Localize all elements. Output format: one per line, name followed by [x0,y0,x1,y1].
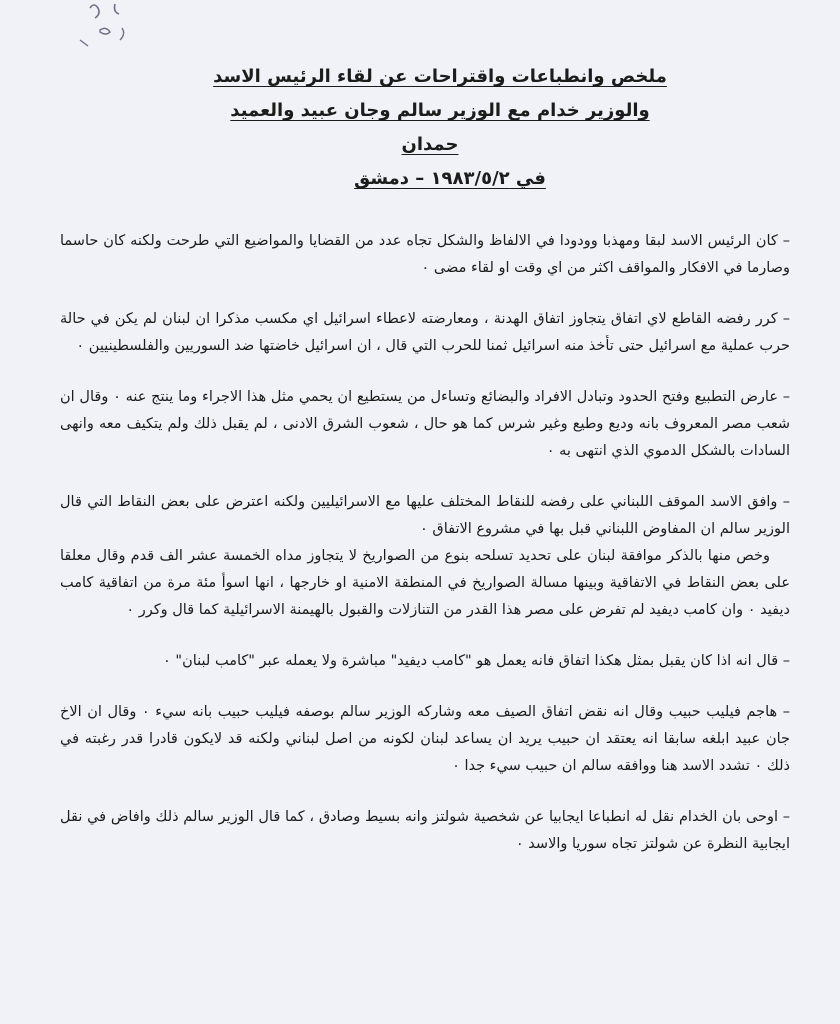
paragraph-2: – كرر رفضه القاطع لاي اتفاق يتجاوز اتفاق الهدنة ، ومعارضته لاعطاء اسرائيل اي مكسب مذكرا ان لبنان لم يكن في حالة حرب عملية مع اسرائيل حتى تأخذ منه اسرائيل ثمنا للحرب التي قال ، ان اسرائيل خاضتها ضد السوريين والفلسطينيين ٠ [60,311,790,354]
document-header [60,60,780,196]
paragraph-4: – وافق الاسد الموقف اللبناني على رفضه للنقاط المختلف عليها مع الاسرائيليين ولكنه اعترض على بعض النقاط التي قال الوزير سالم ان المفاوض اللبناني قبل بها في مشروع الاتفاق ٠ [60,494,790,537]
paragraph-6: – قال انه اذا كان يقبل بمثل هكذا اتفاق فانه يعمل هو "كامب ديفيد" مباشرة ولا يعمله عبر "كامب لبنان" ٠ [163,653,790,669]
title-line-3: حمدان [401,134,459,155]
title-line-2: والوزير خدام مع الوزير سالم وجان عبيد والعميد [230,100,650,121]
paragraph-3: – عارض التطبيع وفتح الحدود وتبادل الافراد والبضائع وتساءل من يستطيع ان يحمي مثل هذا الاجراء وما ينتج عنه ٠ وقال ان شعب مصر المعروف بانه وديع وطيع وغير شرس كما هو حال ، شعوب الشرق الادنى ، لم يقبل ذلك ولم يتكيف معه وانهى السادات بالشكل الدموي الذي انتهى به ٠ [60,389,790,459]
handwritten-mark [60,0,150,60]
paragraph-8: – اوحى بان الخدام نقل له انطباعا ايجابيا عن شخصية شولتز وانه بسيط وصادق ، كما قال الوزير سالم ذلك وافاض في نقل ايجابية النظرة عن شولتز تجاه سوريا والاسد ٠ [60,809,790,852]
paragraph-7: – هاجم فيليب حبيب وقال انه نقض اتفاق الصيف معه وشاركه الوزير سالم بوصفه فيليب حبيب بانه سيء ٠ وقال ان الاخ جان عبيد ابلغه سابقا انه يعتقد ان حبيب يريد ان يساعد لبنان لكونه من اصل لبناني ولكنه قد لايكون قادرا قدر رغبته في ذلك ٠ تشدد الاسد هنا ووافقه سالم ان حبيب سيء جدا ٠ [60,704,790,774]
paragraph-5: وخص منها بالذكر موافقة لبنان على تحديد تسلحه بنوع من الصواريخ لا يتجاوز مداه الخمسة عشر الف قدم وقال معلقا على بعض النقاط في الاتفاقية وبينها مسالة الصواريخ في المنطقة الامنية او خارجها ، انها اسوأ مئة مرة من اتفاقية كامب ديفيد ٠ وان كامب ديفيد لم تفرض على مصر هذا القدر من التنازلات والقبول بالهيمنة الاسرائيلية كما قال وكرر ٠ [60,548,790,618]
document-body [60,228,790,882]
paragraph-1: – كان الرئيس الاسد لبقا ومهذبا وودودا في الالفاظ والشكل تجاه عدد من القضايا والمواضيع التي طرحت ولكنه كان حاسما وصارما في الافكار والمواقف اكثر من اي وقت او لقاء مضى ٠ [60,233,790,276]
title-line-1: ملخص وانطباعات واقتراحات عن لقاء الرئيس الاسد [213,66,667,87]
date-line: في ١٩٨٣/٥/٢ – دمشق [354,168,546,189]
